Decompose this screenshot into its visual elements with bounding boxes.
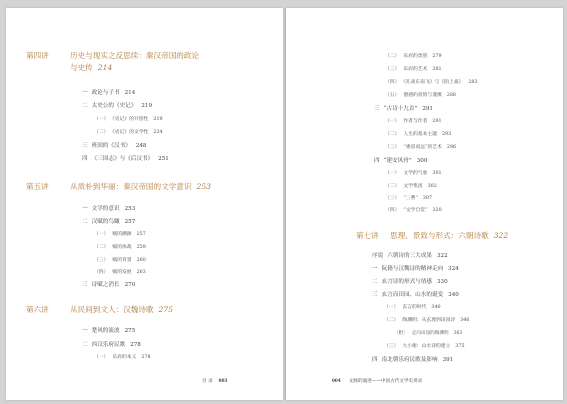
toc-subentry[interactable] bbox=[385, 133, 451, 138]
chapter-title-line2 bbox=[70, 64, 112, 72]
toc-subentry[interactable] bbox=[94, 271, 146, 276]
entry-page: 293 bbox=[442, 132, 452, 137]
entry-number: （一） bbox=[384, 305, 399, 310]
entry-page: 248 bbox=[135, 143, 147, 149]
chapter-title: 历史与现实之反思续：秦汉帝国的政论 bbox=[70, 51, 200, 60]
entry-number: （三） bbox=[385, 67, 400, 72]
toc-appendix-entry[interactable] bbox=[394, 332, 462, 337]
entry-page: 219 bbox=[153, 117, 163, 122]
entry-number: 四 bbox=[374, 158, 380, 164]
entry-page: 275 bbox=[124, 328, 136, 334]
entry-title: 乐府的本义 bbox=[112, 355, 137, 360]
entry-number: （三） bbox=[384, 344, 399, 349]
toc-subentry[interactable] bbox=[384, 306, 441, 311]
entry-title: 赋的体裁 bbox=[112, 245, 132, 250]
toc-entry[interactable] bbox=[82, 220, 135, 226]
entry-number: 〔附〕 bbox=[394, 331, 408, 336]
toc-entry[interactable] bbox=[374, 159, 427, 165]
entry-number: 一 bbox=[82, 90, 88, 96]
entry-page: 291 bbox=[432, 119, 442, 124]
entry-page: 288 bbox=[446, 93, 456, 98]
entry-title: 文学的意识 bbox=[91, 206, 120, 212]
entry-title: 文学的气象 bbox=[403, 171, 428, 176]
entry-page: 375 bbox=[455, 344, 465, 349]
chapter-number: 第四讲 bbox=[26, 51, 49, 60]
entry-title: 《三国志》与《后汉书》 bbox=[91, 156, 154, 162]
entry-number: （二） bbox=[385, 132, 400, 137]
toc-entry[interactable] bbox=[82, 343, 141, 349]
toc-subentry[interactable] bbox=[385, 146, 456, 151]
toc-subentry[interactable] bbox=[385, 68, 442, 73]
toc-subentry[interactable] bbox=[94, 356, 151, 361]
entry-page: 322 bbox=[436, 253, 448, 259]
chapter-title: 从民间到文人：汉魏诗歌 bbox=[70, 305, 154, 314]
entry-number: （一） bbox=[385, 171, 400, 176]
entry-page: 257 bbox=[136, 232, 146, 237]
footer-label: 文脉的涌进——中国古代文学史讲录 bbox=[348, 379, 423, 384]
entry-number: （三） bbox=[94, 258, 109, 263]
entry-number: 一 bbox=[372, 266, 378, 272]
toc-entry[interactable] bbox=[82, 91, 135, 97]
entry-title: “文学自觉” bbox=[403, 208, 428, 213]
entry-title: 大小谢：山水诗的建立 bbox=[402, 344, 451, 349]
entry-title: 人生的基本主题 bbox=[403, 132, 437, 137]
toc-entry[interactable] bbox=[82, 104, 152, 110]
entry-number: 序说 bbox=[372, 253, 384, 259]
entry-page: 259 bbox=[136, 245, 146, 250]
right-page bbox=[286, 8, 563, 400]
entry-number: （一） bbox=[94, 232, 109, 237]
entry-page: 260 bbox=[136, 258, 146, 263]
toc-subentry[interactable] bbox=[385, 94, 456, 99]
entry-number: （二） bbox=[94, 245, 109, 250]
right-footer bbox=[332, 378, 422, 384]
entry-page: 330 bbox=[436, 279, 448, 285]
toc-entry[interactable] bbox=[82, 207, 135, 213]
entry-number: （四） bbox=[385, 208, 400, 213]
entry-page: 324 bbox=[448, 266, 459, 272]
entry-page: 363 bbox=[453, 331, 463, 336]
entry-page: 340 bbox=[431, 305, 441, 310]
chapter-title-cont: 与史传 bbox=[70, 63, 93, 72]
chapter-title-line bbox=[70, 183, 211, 191]
entry-number: （一） bbox=[94, 355, 109, 360]
entry-title: 诗赋之消长 bbox=[91, 282, 120, 288]
entry-title: “三曹” bbox=[403, 196, 418, 201]
toc-subentry[interactable] bbox=[385, 81, 478, 86]
entry-number: （五） bbox=[385, 93, 400, 98]
toc-subentry[interactable] bbox=[384, 345, 465, 350]
toc-entry[interactable] bbox=[82, 157, 169, 163]
entry-page: 279 bbox=[432, 54, 442, 59]
entry-title: 阮籍与汉魏诗的精神走向 bbox=[381, 266, 444, 272]
entry-number: （一） bbox=[94, 117, 109, 122]
entry-title: 玄言而田园、山水的诞变 bbox=[381, 292, 444, 298]
left-footer bbox=[202, 378, 227, 384]
entry-title: 玄言诗的形式与情感 bbox=[381, 279, 432, 285]
entry-page: 278 bbox=[130, 342, 141, 348]
toc-subentry[interactable] bbox=[385, 197, 432, 202]
entry-page: 263 bbox=[136, 270, 146, 275]
entry-title: 文学集团 bbox=[403, 184, 423, 189]
chapter-page: 214 bbox=[97, 63, 113, 72]
entry-number: 三 bbox=[82, 282, 88, 288]
chapter-title-line bbox=[70, 306, 173, 314]
entry-page: 296 bbox=[446, 145, 457, 150]
entry-title: 玄言的时代 bbox=[402, 305, 427, 310]
left-page bbox=[6, 8, 283, 400]
toc-subentry[interactable] bbox=[385, 120, 442, 125]
entry-number: 三 bbox=[374, 106, 380, 112]
entry-title: 《孔雀东南飞》与《陌上桑》 bbox=[403, 80, 464, 85]
footer-page-number: 003 bbox=[218, 378, 228, 383]
chapter-number: 第六讲 bbox=[26, 305, 49, 314]
entry-page: 346 bbox=[460, 318, 470, 323]
entry-title: 《史记》的开创性 bbox=[112, 117, 149, 122]
entry-title: 赋的渊源 bbox=[112, 232, 132, 237]
entry-title: 乐府的类别 bbox=[403, 54, 428, 59]
entry-number: （一） bbox=[385, 119, 400, 124]
toc-entry[interactable] bbox=[82, 283, 135, 289]
toc-entry[interactable] bbox=[372, 267, 459, 273]
entry-number: （二） bbox=[385, 54, 400, 59]
chapter-page: 275 bbox=[158, 305, 174, 314]
entry-page: 391 bbox=[442, 357, 454, 363]
toc-subentry[interactable] bbox=[385, 172, 442, 177]
entry-title: “古诗十九首” bbox=[383, 106, 418, 112]
entry-number: 二 bbox=[372, 279, 378, 285]
entry-page: 251 bbox=[158, 156, 169, 162]
entry-number: （四） bbox=[94, 270, 109, 275]
entry-page: 253 bbox=[124, 206, 136, 212]
toc-subentry[interactable] bbox=[94, 118, 163, 123]
entry-number: （四） bbox=[385, 80, 400, 85]
entry-title: 班固的《汉书》 bbox=[91, 143, 131, 149]
chapter-number: 第五讲 bbox=[26, 182, 49, 191]
entry-page: 270 bbox=[124, 282, 136, 288]
toc-entry[interactable] bbox=[372, 280, 448, 286]
entry-page: 300 bbox=[416, 158, 428, 164]
entry-title: 赋的背景 bbox=[112, 258, 132, 263]
entry-title: “惠思而远”的艺术 bbox=[403, 145, 442, 150]
entry-title: 六朝诗的三大成果 bbox=[387, 253, 432, 259]
toc-entry[interactable] bbox=[374, 107, 433, 113]
entry-title: 汉赋的鸟瞰 bbox=[91, 219, 120, 225]
toc-subentry[interactable] bbox=[94, 131, 163, 136]
entry-page: 340 bbox=[448, 292, 459, 298]
entry-number: 三 bbox=[372, 292, 378, 298]
entry-number: 四 bbox=[82, 156, 88, 162]
entry-number: 二 bbox=[82, 103, 88, 109]
entry-title: 楚风的流波 bbox=[91, 328, 120, 334]
toc-entry[interactable] bbox=[372, 293, 459, 299]
entry-page: 224 bbox=[153, 130, 163, 135]
chapter-page: 322 bbox=[493, 231, 509, 240]
entry-page: 302 bbox=[427, 184, 437, 189]
entry-number: 三 bbox=[82, 143, 88, 149]
entry-page: 283 bbox=[468, 80, 478, 85]
toc-subentry[interactable] bbox=[94, 246, 146, 251]
chapter-title: 从质朴到华丽：秦汉帝国的文学意识 bbox=[70, 182, 192, 191]
entry-title: 赋的发展 bbox=[112, 270, 132, 275]
entry-title: 乐府的艺术 bbox=[403, 67, 428, 72]
entry-title: 德感的真情与谨慎 bbox=[403, 93, 442, 98]
toc-subentry[interactable] bbox=[384, 319, 469, 324]
entry-page: 281 bbox=[432, 67, 442, 72]
entry-title: 南北朝乐府民歌及影响 bbox=[381, 357, 438, 363]
entry-number: 一 bbox=[82, 206, 88, 212]
entry-page: 219 bbox=[141, 103, 153, 109]
toc-subentry[interactable] bbox=[94, 259, 146, 264]
entry-number: 一 bbox=[82, 328, 88, 334]
entry-title: 陶渊明：从玄理到田园诗 bbox=[402, 318, 456, 323]
entry-number: 二 bbox=[82, 219, 88, 225]
toc-subentry[interactable] bbox=[385, 209, 442, 214]
entry-number: （二） bbox=[94, 130, 109, 135]
entry-title: 《史记》的文学性 bbox=[112, 130, 149, 135]
entry-title: 太史公的《史记》 bbox=[91, 103, 137, 109]
entry-page: 291 bbox=[422, 106, 433, 112]
entry-number: 四 bbox=[372, 357, 378, 363]
entry-number: （三） bbox=[385, 145, 400, 150]
entry-number: （二） bbox=[384, 318, 399, 323]
entry-page: 278 bbox=[141, 355, 151, 360]
entry-number: （三） bbox=[385, 196, 400, 201]
chapter-title: 思理、景致与形式：六朝诗歌 bbox=[390, 231, 489, 240]
toc-entry[interactable] bbox=[372, 358, 453, 364]
entry-page: 301 bbox=[432, 171, 442, 176]
entry-number: （二） bbox=[385, 184, 400, 189]
toc-entry[interactable] bbox=[82, 329, 135, 335]
chapter-page: 253 bbox=[196, 182, 211, 191]
entry-title: 政论与子书 bbox=[91, 90, 120, 96]
toc-entry[interactable] bbox=[82, 144, 146, 150]
entry-title: “建安风骨” bbox=[383, 158, 412, 164]
chapter-title-line bbox=[390, 232, 508, 240]
entry-page: 307 bbox=[422, 196, 433, 201]
footer-page-number: 004 bbox=[332, 378, 341, 383]
entry-title: 作者与作者 bbox=[403, 119, 428, 124]
entry-number: 二 bbox=[82, 342, 88, 348]
entry-title: 西汉乐府民歌 bbox=[91, 342, 126, 348]
entry-page: 214 bbox=[124, 90, 136, 96]
toc-subentry[interactable] bbox=[385, 55, 442, 60]
toc-entry[interactable] bbox=[372, 254, 448, 260]
entry-page: 320 bbox=[432, 208, 442, 213]
entry-title: 走向田园的陶渊明 bbox=[411, 331, 449, 336]
entry-page: 257 bbox=[124, 219, 136, 225]
toc-subentry[interactable] bbox=[385, 185, 437, 190]
footer-label: 目 录 bbox=[202, 379, 213, 384]
toc-subentry[interactable] bbox=[94, 233, 146, 238]
chapter-number: 第七讲 bbox=[356, 231, 379, 240]
